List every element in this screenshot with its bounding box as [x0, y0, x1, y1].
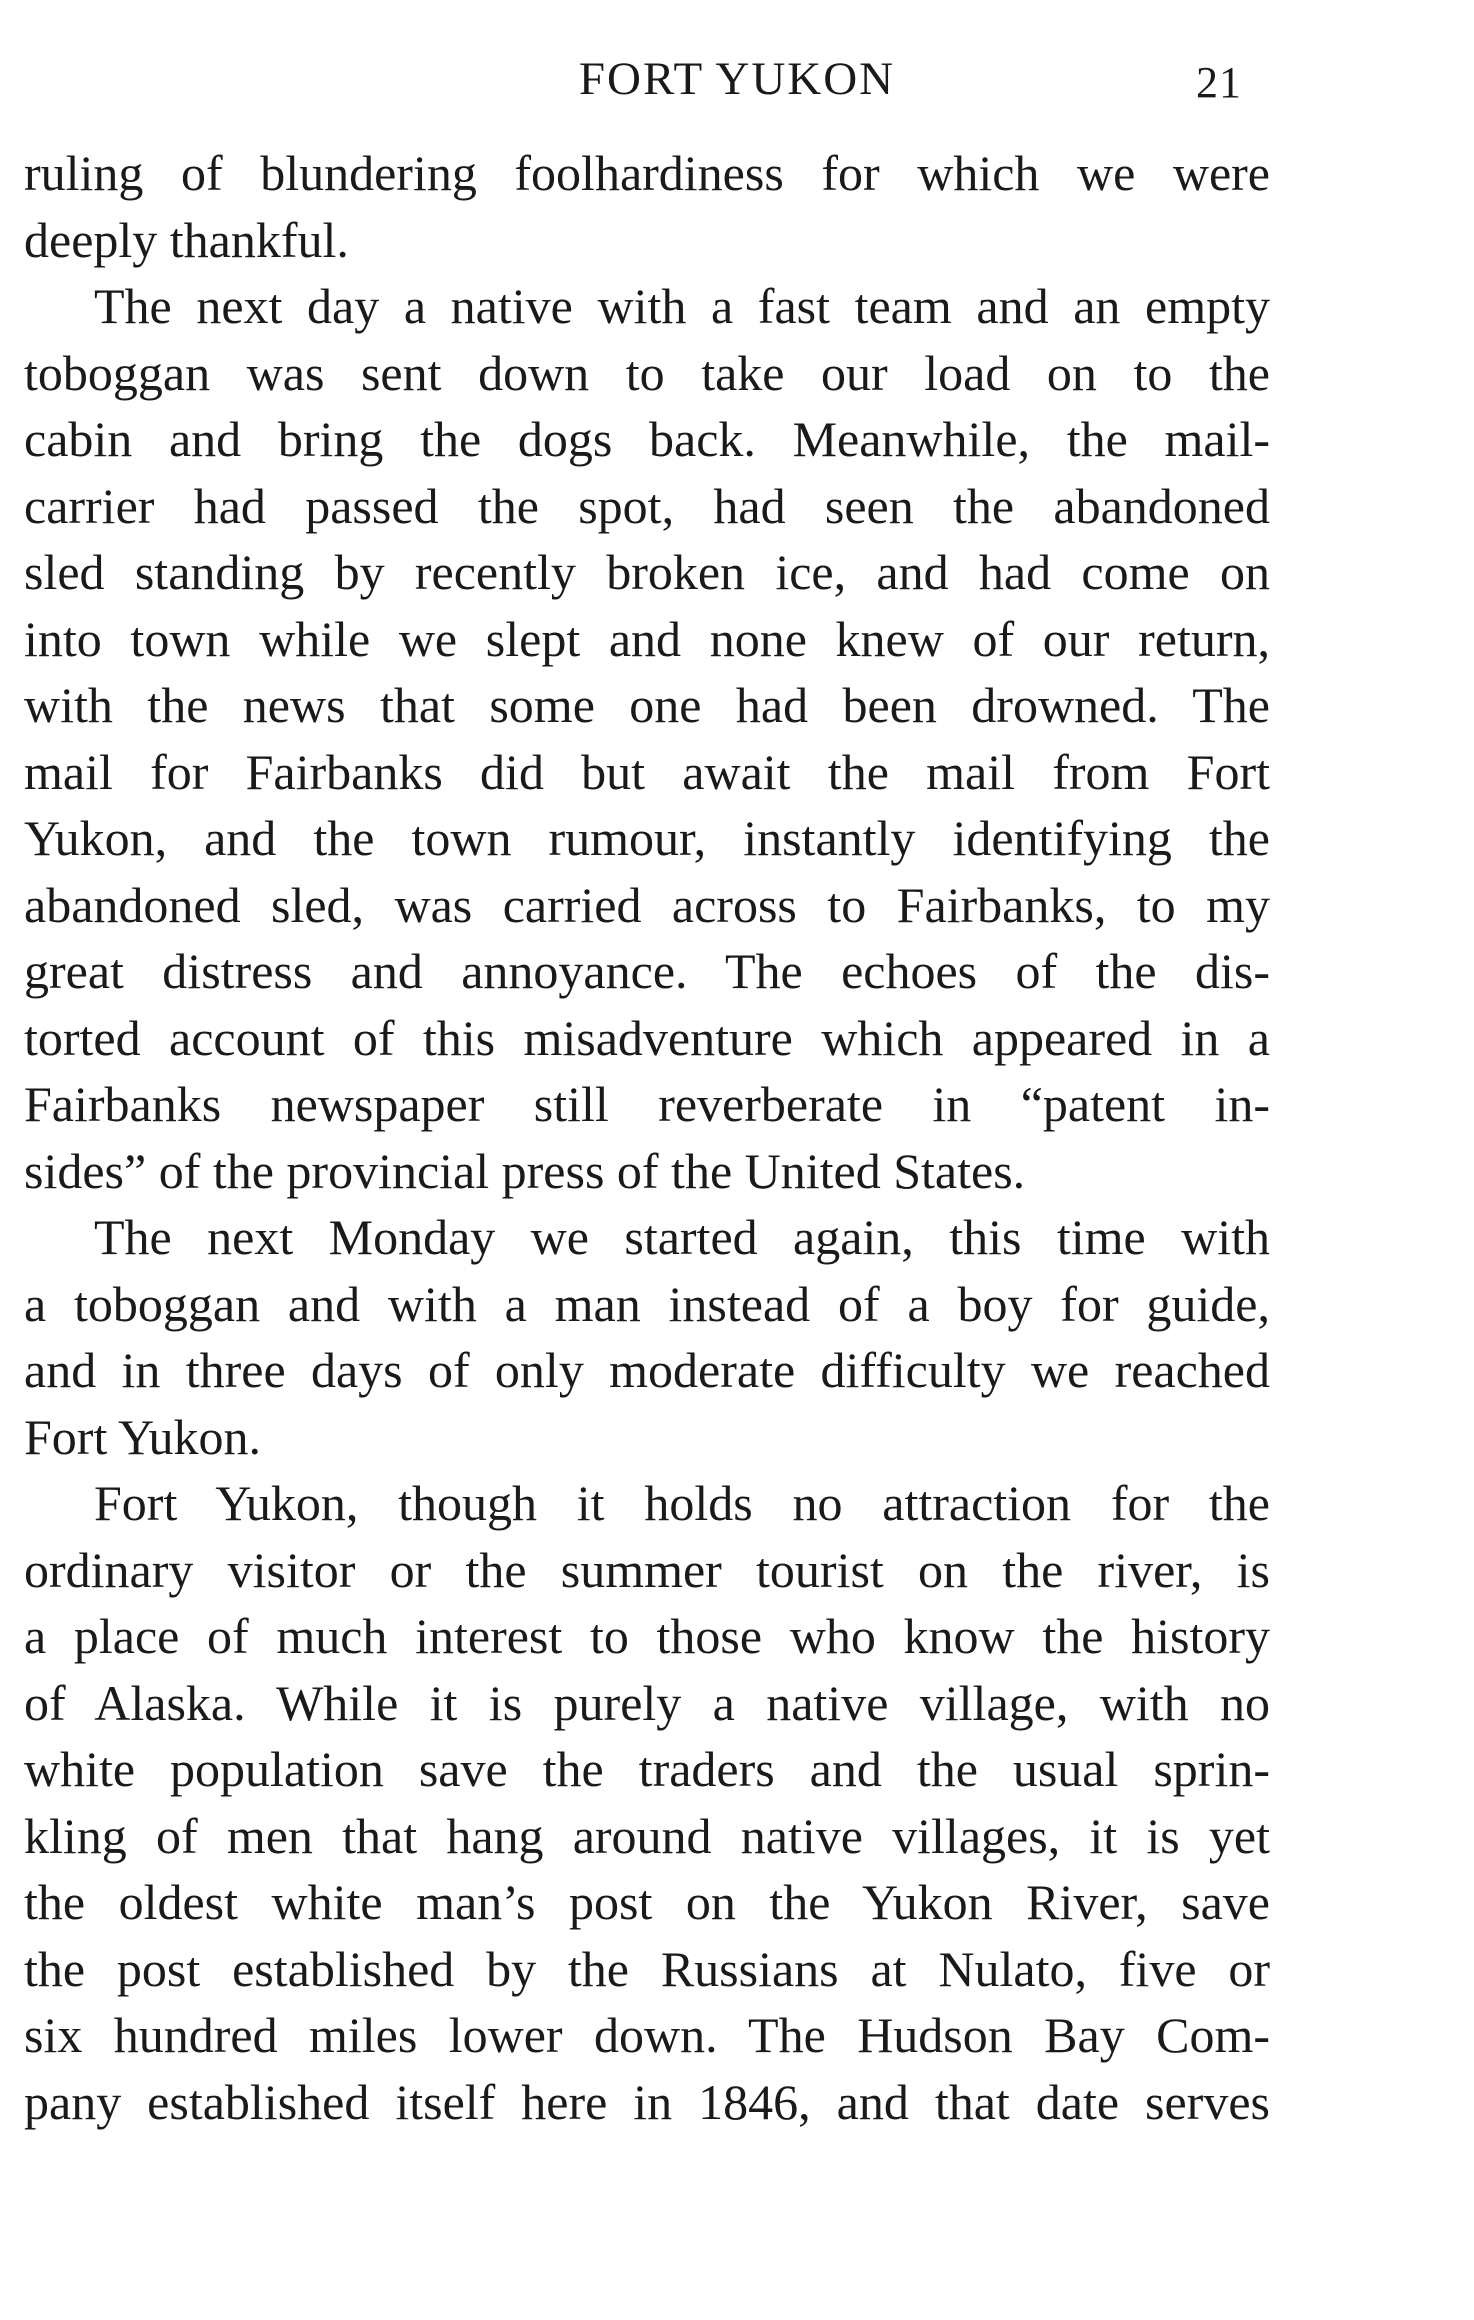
text-line: a toboggan and with a man instead of a boy for guide,: [24, 1275, 1270, 1332]
text-line: sides” of the provincial press of the United States.: [24, 1142, 1026, 1199]
text-line: toboggan was sent down to take our load on to the: [24, 344, 1270, 401]
text-line: of Alaska. While it is purely a native village, with no: [24, 1674, 1270, 1731]
text-line: Fort Yukon.: [24, 1408, 262, 1465]
running-title: FORT YUKON: [578, 53, 896, 105]
text-line: sled standing by recently broken ice, and had come on: [24, 544, 1270, 600]
body-text: [24, 140, 1270, 2135]
text-line: six hundred miles lower down. The Hudson Bay Com-: [24, 2007, 1270, 2063]
running-head: [0, 44, 1474, 114]
paragraph: [24, 1470, 1270, 2135]
text-line: ruling of blundering foolhardiness for which we were: [24, 145, 1270, 201]
page-number: 21: [1196, 58, 1242, 107]
text-line: torted account of this misadventure which appeared in a: [24, 1009, 1270, 1066]
text-line: ordinary visitor or the summer tourist on the river, is: [24, 1541, 1270, 1598]
text-line: Yukon, and the town rumour, instantly identifying the: [24, 810, 1270, 866]
text-line: abandoned sled, was carried across to Fairbanks, to my: [24, 876, 1270, 933]
text-line: carrier had passed the spot, had seen the abandoned: [24, 477, 1270, 534]
text-line: The next Monday we started again, this time with: [94, 1209, 1270, 1265]
text-line: with the news that some one had been drowned. The: [24, 677, 1270, 733]
text-line: the post established by the Russians at Nulato, five or: [24, 1940, 1270, 1997]
text-line: mail for Fairbanks did but await the mail from Fort: [24, 743, 1270, 800]
paragraph: [24, 273, 1270, 1204]
text-line: the oldest white man’s post on the Yukon River, save: [24, 1874, 1270, 1930]
text-line: deeply thankful.: [24, 211, 349, 268]
text-line: into town while we slept and none knew of our return,: [24, 610, 1270, 667]
text-line: and in three days of only moderate difficulty we reached: [24, 1342, 1270, 1398]
text-line: Fort Yukon, though it holds no attraction for the: [94, 1475, 1270, 1531]
text-line: The next day a native with a fast team and an empty: [94, 278, 1270, 334]
text-line: great distress and annoyance. The echoes of the dis-: [24, 943, 1270, 999]
text-line: cabin and bring the dogs back. Meanwhile, the mail-: [24, 411, 1270, 467]
text-line: pany established itself here in 1846, and that date serves: [24, 2073, 1270, 2130]
text-line: a place of much interest to those who know the history: [24, 1608, 1270, 1664]
text-line: Fairbanks newspaper still reverberate in “patent in-: [24, 1076, 1270, 1132]
text-line: white population save the traders and the usual sprin-: [24, 1741, 1270, 1797]
text-line: kling of men that hang around native villages, it is yet: [24, 1807, 1270, 1864]
paragraph: [24, 1204, 1270, 1470]
paragraph: [24, 140, 1270, 273]
